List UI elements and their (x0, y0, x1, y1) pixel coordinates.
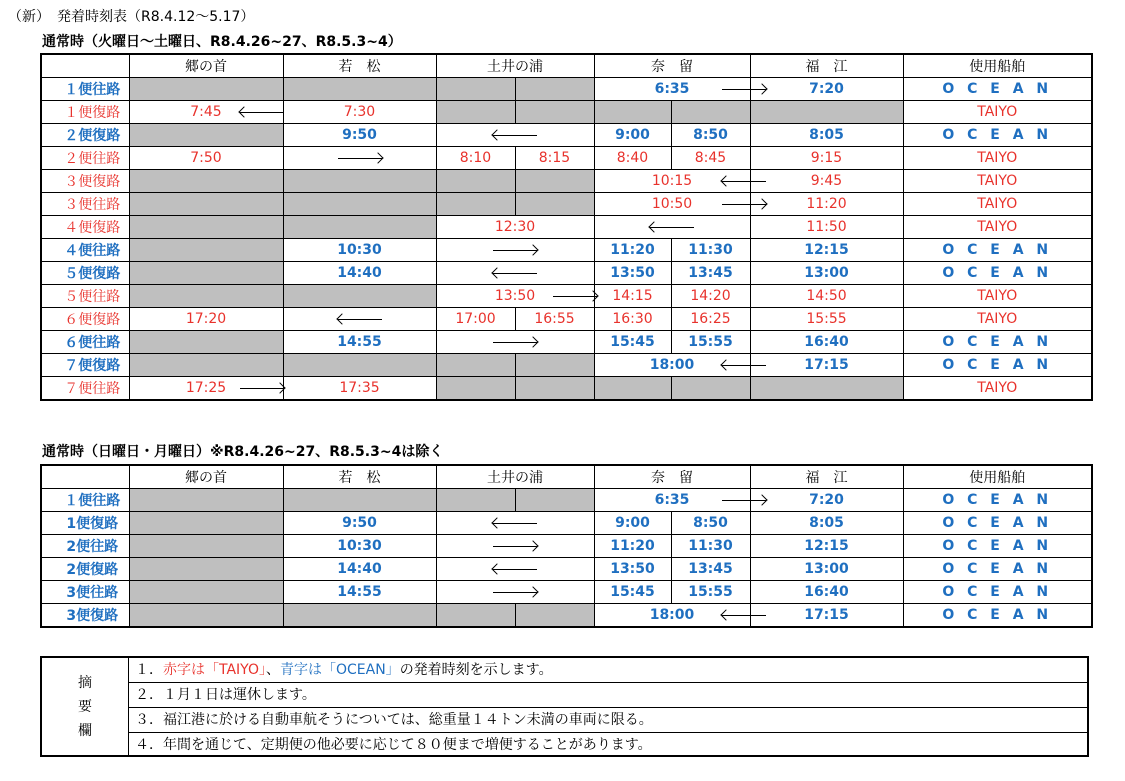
time-cell: 16:30 (594, 308, 671, 331)
empty-cell (283, 489, 436, 512)
time-cell: 12:15 (750, 239, 903, 262)
time-cell: 8:50 (671, 512, 750, 535)
time-cell: 16:40 (750, 331, 903, 354)
time-cell: 17:15 (750, 354, 903, 377)
arrow-cell (436, 535, 594, 558)
time-cell: 16:55 (515, 308, 594, 331)
empty-cell (129, 604, 283, 628)
table-row (41, 581, 1092, 604)
empty-cell (436, 604, 515, 628)
empty-cell (515, 377, 594, 401)
arrow-cell (436, 581, 594, 604)
table-row (41, 193, 1092, 216)
ship-cell: O C E A N (903, 489, 1092, 512)
section2-title: 通常時（日曜日・月曜日）※R8.4.26~27、R8.5.3~4は除く (42, 444, 444, 460)
ship-cell: O C E A N (903, 78, 1092, 101)
empty-cell (436, 170, 515, 193)
time-cell: 9:15 (750, 147, 903, 170)
arrow-right-icon (722, 495, 766, 505)
time-cell: 14:50 (750, 285, 903, 308)
arrow-cell (436, 512, 594, 535)
time-cell: 7:30 (283, 101, 436, 124)
column-header-wakamatsu: 若 松 (283, 54, 436, 78)
ship-cell: TAIYO (903, 308, 1092, 331)
page-header: （新） 発着時刻表（R8.4.12～5.17） (8, 9, 255, 25)
timetable-weekday (40, 53, 1093, 401)
notes-label (42, 658, 129, 755)
time-cell: 6:35 (594, 489, 750, 512)
table-row (41, 216, 1092, 239)
empty-cell (129, 581, 283, 604)
arrow-right-icon (493, 587, 537, 597)
empty-cell (750, 377, 903, 401)
time-cell: 10:15 (594, 170, 750, 193)
time-cell: 9:50 (283, 124, 436, 147)
table-row (41, 512, 1092, 535)
empty-cell (671, 377, 750, 401)
section1-title: 通常時（火曜日～土曜日、R8.4.26~27、R8.5.3~4） (42, 34, 402, 50)
table-row (41, 147, 1092, 170)
note-3: ３．福江港に於ける自動車航そうについては、総重量１４トン未満の車両に限る。 (129, 708, 1087, 733)
row-label: ３便往路 (41, 193, 129, 216)
ship-cell: TAIYO (903, 193, 1092, 216)
empty-cell (436, 193, 515, 216)
time-cell: 12:30 (436, 216, 594, 239)
table-row (41, 101, 1092, 124)
time-cell: 13:45 (671, 558, 750, 581)
empty-cell (436, 101, 515, 124)
time-cell: 11:30 (671, 535, 750, 558)
table-row (41, 354, 1092, 377)
empty-cell (283, 216, 436, 239)
ship-cell: O C E A N (903, 331, 1092, 354)
ship-cell: O C E A N (903, 604, 1092, 628)
time-cell: 13:50 (594, 262, 671, 285)
arrow-cell (436, 331, 594, 354)
header-blank (41, 465, 129, 489)
empty-cell (671, 101, 750, 124)
arrow-cell (436, 262, 594, 285)
note-4: ４．年間を通じて、定期便の他必要に応じて８０便まで増便することがあります。 (135, 737, 652, 753)
timetable-sunday-monday (40, 464, 1093, 628)
time-cell: 14:40 (283, 262, 436, 285)
arrow-cell (436, 124, 594, 147)
column-header-doinoura: 土井の浦 (436, 465, 594, 489)
time-cell: 14:55 (283, 331, 436, 354)
column-header-naru: 奈 留 (594, 465, 750, 489)
table-row (41, 331, 1092, 354)
empty-cell (436, 354, 515, 377)
ship-cell: O C E A N (903, 262, 1092, 285)
time-cell: 16:25 (671, 308, 750, 331)
time-cell: 15:55 (750, 308, 903, 331)
time-cell: 7:50 (129, 147, 283, 170)
arrow-left-icon (722, 176, 766, 186)
time-cell: 9:00 (594, 124, 671, 147)
note-1-sep: 、 (265, 662, 280, 678)
empty-cell (283, 78, 436, 101)
empty-cell (283, 285, 436, 308)
table-row (41, 170, 1092, 193)
time-cell: 15:55 (671, 331, 750, 354)
time-cell: 6:35 (594, 78, 750, 101)
time-cell: 17:35 (283, 377, 436, 401)
column-header-fukue: 福 江 (750, 465, 903, 489)
empty-cell (436, 377, 515, 401)
empty-cell (515, 78, 594, 101)
arrow-left-icon (493, 268, 537, 278)
table-row (41, 78, 1092, 101)
row-label: 2便往路 (41, 535, 129, 558)
row-label: ２便復路 (41, 124, 129, 147)
empty-cell (129, 489, 283, 512)
table-row (41, 558, 1092, 581)
empty-cell (129, 262, 283, 285)
notes-label-char: 欄 (78, 722, 92, 739)
arrow-left-icon (722, 610, 766, 620)
arrow-right-icon (493, 541, 537, 551)
ship-cell: O C E A N (903, 239, 1092, 262)
table-row (41, 489, 1092, 512)
empty-cell (129, 193, 283, 216)
arrow-cell (283, 147, 436, 170)
empty-cell (515, 604, 594, 628)
empty-cell (129, 170, 283, 193)
arrow-right-icon (240, 383, 284, 393)
note-1-rest: の発着時刻を示します。 (399, 662, 553, 678)
row-label: 2便復路 (41, 558, 129, 581)
empty-cell (515, 489, 594, 512)
row-label: ３便復路 (41, 170, 129, 193)
ship-cell: TAIYO (903, 147, 1092, 170)
time-cell: 10:30 (283, 535, 436, 558)
row-label: １便復路 (41, 101, 129, 124)
time-cell: 7:45 (129, 101, 283, 124)
empty-cell (129, 535, 283, 558)
arrow-right-icon (722, 199, 766, 209)
column-header-ship: 使用船舶 (903, 54, 1092, 78)
row-label: ５便往路 (41, 285, 129, 308)
row-label: 3便復路 (41, 604, 129, 628)
time-cell: 13:00 (750, 558, 903, 581)
time-cell: 15:55 (671, 581, 750, 604)
time-cell: 8:50 (671, 124, 750, 147)
row-label: ６便往路 (41, 331, 129, 354)
empty-cell (129, 512, 283, 535)
time-cell: 16:40 (750, 581, 903, 604)
ship-cell: O C E A N (903, 581, 1092, 604)
column-header-gonokubi: 郷の首 (129, 465, 283, 489)
time-cell: 17:15 (750, 604, 903, 628)
empty-cell (594, 101, 671, 124)
arrow-cell (436, 239, 594, 262)
time-cell: 11:20 (594, 535, 671, 558)
time-cell: 11:20 (750, 193, 903, 216)
note-1-prefix: １． (135, 662, 163, 678)
time-cell: 11:50 (750, 216, 903, 239)
time-cell: 8:05 (750, 124, 903, 147)
table-row (41, 535, 1092, 558)
ship-cell: TAIYO (903, 377, 1092, 401)
row-label: 1便復路 (41, 512, 129, 535)
table-row (41, 377, 1092, 401)
time-cell: 10:30 (283, 239, 436, 262)
empty-cell (515, 101, 594, 124)
empty-cell (515, 354, 594, 377)
row-label: １便往路 (41, 489, 129, 512)
ship-cell: TAIYO (903, 216, 1092, 239)
time-cell: 8:40 (594, 147, 671, 170)
arrow-cell (436, 558, 594, 581)
time-cell: 8:05 (750, 512, 903, 535)
empty-cell (283, 354, 436, 377)
time-cell: 18:00 (594, 354, 750, 377)
column-header-doinoura: 土井の浦 (436, 54, 594, 78)
note-1 (129, 658, 1087, 683)
time-cell: 9:00 (594, 512, 671, 535)
time-cell: 15:45 (594, 331, 671, 354)
time-cell: 13:50 (594, 558, 671, 581)
row-label: ４便復路 (41, 216, 129, 239)
ship-cell: O C E A N (903, 535, 1092, 558)
column-header-wakamatsu: 若 松 (283, 465, 436, 489)
row-label: ５便復路 (41, 262, 129, 285)
arrow-left-icon (338, 314, 382, 324)
empty-cell (283, 193, 436, 216)
arrow-right-icon (553, 291, 597, 301)
column-header-ship: 使用船舶 (903, 465, 1092, 489)
notes-label-char: 摘 (78, 674, 92, 691)
arrow-left-icon (650, 222, 694, 232)
column-header-gonokubi: 郷の首 (129, 54, 283, 78)
row-label: ６便復路 (41, 308, 129, 331)
column-header-fukue: 福 江 (750, 54, 903, 78)
table-row (41, 262, 1092, 285)
ship-cell: TAIYO (903, 285, 1092, 308)
time-cell: 14:20 (671, 285, 750, 308)
time-cell: 11:30 (671, 239, 750, 262)
table-row (41, 124, 1092, 147)
arrow-left-icon (240, 107, 284, 117)
time-cell: 11:20 (594, 239, 671, 262)
table-row (41, 308, 1092, 331)
time-cell: 17:25 (129, 377, 283, 401)
empty-cell (129, 331, 283, 354)
ship-cell: TAIYO (903, 101, 1092, 124)
time-cell: 18:00 (594, 604, 750, 628)
notes-box (40, 656, 1089, 757)
empty-cell (129, 354, 283, 377)
arrow-left-icon (493, 130, 537, 140)
time-cell: 7:20 (750, 489, 903, 512)
arrow-right-icon (493, 337, 537, 347)
time-cell: 14:40 (283, 558, 436, 581)
time-cell: 14:55 (283, 581, 436, 604)
row-label: ７便復路 (41, 354, 129, 377)
table-row (41, 604, 1092, 628)
empty-cell (436, 78, 515, 101)
empty-cell (129, 78, 283, 101)
header-blank (41, 54, 129, 78)
empty-cell (129, 216, 283, 239)
time-cell: 12:15 (750, 535, 903, 558)
empty-cell (129, 124, 283, 147)
time-cell: 10:50 (594, 193, 750, 216)
time-cell: 9:45 (750, 170, 903, 193)
row-label: ４便往路 (41, 239, 129, 262)
empty-cell (129, 558, 283, 581)
arrow-left-icon (493, 564, 537, 574)
time-cell: 8:45 (671, 147, 750, 170)
ship-cell: TAIYO (903, 170, 1092, 193)
time-cell: 17:20 (129, 308, 283, 331)
empty-cell (436, 489, 515, 512)
ship-cell: O C E A N (903, 124, 1092, 147)
row-label: ２便往路 (41, 147, 129, 170)
time-cell: 13:50 (436, 285, 594, 308)
arrow-cell (594, 216, 750, 239)
arrow-right-icon (722, 84, 766, 94)
empty-cell (515, 170, 594, 193)
empty-cell (129, 239, 283, 262)
time-cell: 15:45 (594, 581, 671, 604)
ship-cell: O C E A N (903, 354, 1092, 377)
row-label: ７便往路 (41, 377, 129, 401)
time-cell: 14:15 (594, 285, 671, 308)
row-label: １便往路 (41, 78, 129, 101)
note-2: ２．１月１日は運休します。 (129, 683, 1087, 708)
time-cell: 17:00 (436, 308, 515, 331)
notes-label-char: 要 (78, 698, 92, 715)
empty-cell (283, 170, 436, 193)
row-label: 3便往路 (41, 581, 129, 604)
arrow-left-icon (493, 518, 537, 528)
empty-cell (283, 604, 436, 628)
column-header-naru: 奈 留 (594, 54, 750, 78)
arrow-cell (283, 308, 436, 331)
time-cell: 9:50 (283, 512, 436, 535)
time-cell: 13:45 (671, 262, 750, 285)
empty-cell (515, 193, 594, 216)
empty-cell (594, 377, 671, 401)
ship-cell: O C E A N (903, 512, 1092, 535)
arrow-left-icon (722, 360, 766, 370)
empty-cell (129, 285, 283, 308)
note-1-red: 赤字は「TAIYO」 (163, 662, 266, 678)
time-cell: 8:10 (436, 147, 515, 170)
arrow-right-icon (338, 153, 382, 163)
empty-cell (750, 101, 903, 124)
arrow-right-icon (493, 245, 537, 255)
ship-cell: O C E A N (903, 558, 1092, 581)
note-1-blue: 青字は「OCEAN」 (279, 662, 400, 678)
time-cell: 7:20 (750, 78, 903, 101)
time-cell: 13:00 (750, 262, 903, 285)
time-cell: 8:15 (515, 147, 594, 170)
table-row (41, 239, 1092, 262)
